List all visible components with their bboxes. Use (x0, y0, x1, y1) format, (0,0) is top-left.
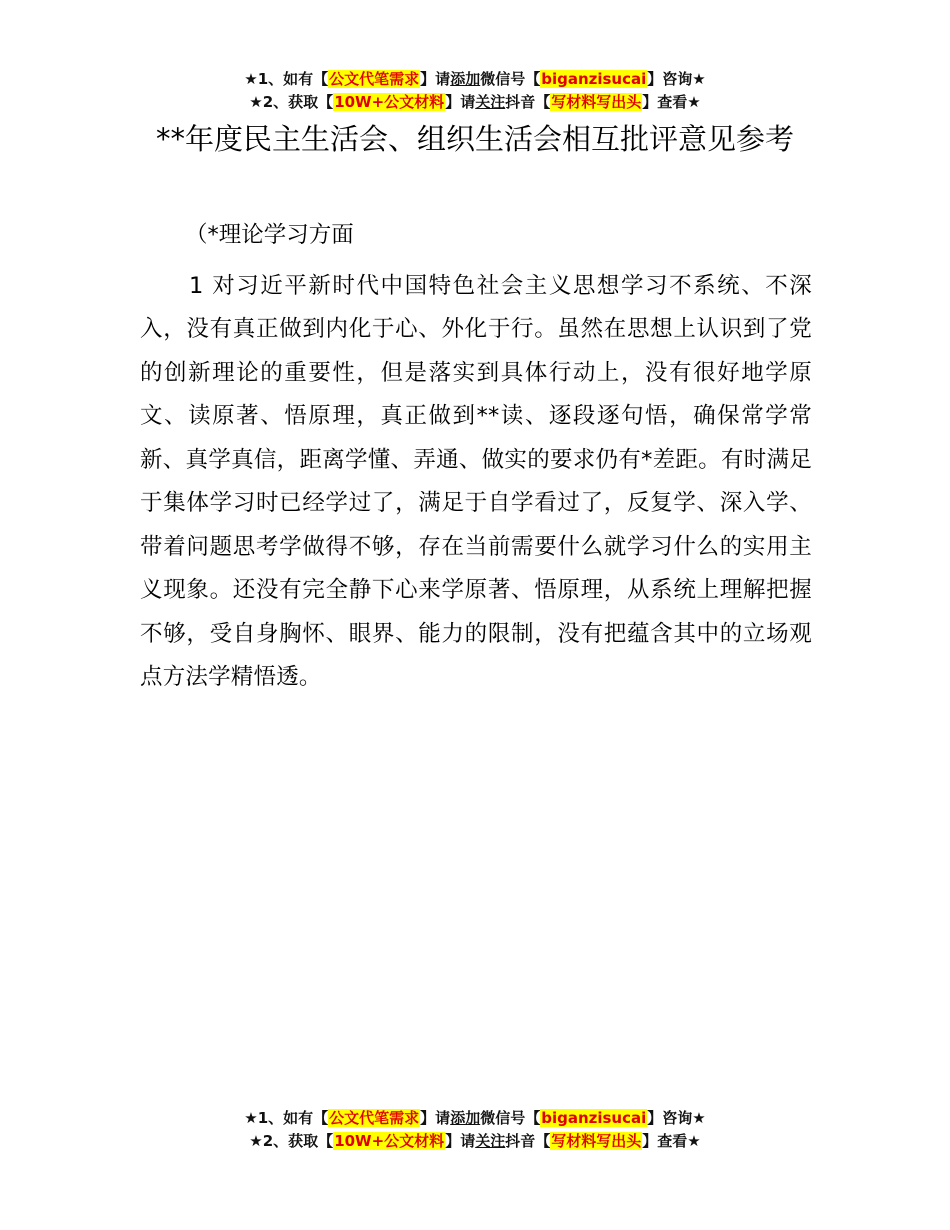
banner-text: 】请 (445, 93, 476, 111)
banner-text: 抖音【 (505, 1132, 551, 1150)
document-title: **年度民主生活会、组织生活会相互批评意见参考 (155, 122, 794, 156)
banner-highlight: 写材料写出头 (551, 1132, 642, 1150)
banner-highlight: 10W+公文材料 (334, 93, 445, 111)
banner-underlined-text: 关注 (475, 93, 506, 111)
banner-underlined-text: 关注 (475, 1132, 506, 1150)
banner-text: 微信号【 (480, 70, 541, 88)
banner-highlight: 公文代笔需求 (329, 1109, 420, 1127)
banner-highlight: biganzisucai (541, 70, 647, 88)
banner-text: 】请 (420, 1109, 451, 1127)
banner-line-1 (0, 1107, 950, 1130)
header-banner (0, 68, 950, 114)
banner-text: ★1、如有【 (244, 1109, 329, 1127)
banner-line-2 (0, 91, 950, 114)
banner-highlight: 写材料写出头 (551, 93, 642, 111)
banner-text: 】咨询★ (647, 70, 706, 88)
banner-text: ★2、获取【 (249, 1132, 334, 1150)
banner-text: 】查看★ (642, 93, 701, 111)
banner-highlight: 10W+公文材料 (334, 1132, 445, 1150)
section-heading: （*理论学习方面 (185, 222, 354, 248)
banner-highlight: biganzisucai (541, 1109, 647, 1127)
banner-text: 】请 (420, 70, 451, 88)
banner-text: ★2、获取【 (249, 93, 334, 111)
document-body (140, 214, 812, 700)
banner-underlined-text: 添加 (450, 70, 481, 88)
banner-text: 抖音【 (505, 93, 551, 111)
banner-text: 】请 (445, 1132, 476, 1150)
banner-highlight: 公文代笔需求 (329, 70, 420, 88)
banner-text: ★1、如有【 (244, 70, 329, 88)
body-paragraph: 1 对习近平新时代中国特色社会主义思想学习不系统、不深入，没有真正做到内化于心、外化于行。虽然在思想上认识到了党的创新理论的重要性，但是落实到具体行动上，没有很好地学原文、读原著、悟原理，真正做到**读、逐段逐句悟，确保常学常新、真学真信，距离学懂、弄通、做实的要求仍有*差距。有时满足于集体学习时已经学过了，满足于自学看过了，反复学、深入学、带着问题思考学做得不够，存在当前需要什么就学习什么的实用主义现象。还没有完全静下心来学原著、悟原理，从系统上理解把握不够，受自身胸怀、眼界、能力的限制，没有把蕴含其中的立场观点方法学精悟透。 (140, 272, 812, 690)
banner-text: 】查看★ (642, 1132, 701, 1150)
banner-line-1 (0, 68, 950, 91)
banner-text: 微信号【 (480, 1109, 541, 1127)
footer-banner (0, 1107, 950, 1153)
banner-underlined-text: 添加 (450, 1109, 481, 1127)
banner-text: 】咨询★ (647, 1109, 706, 1127)
banner-line-2 (0, 1130, 950, 1153)
